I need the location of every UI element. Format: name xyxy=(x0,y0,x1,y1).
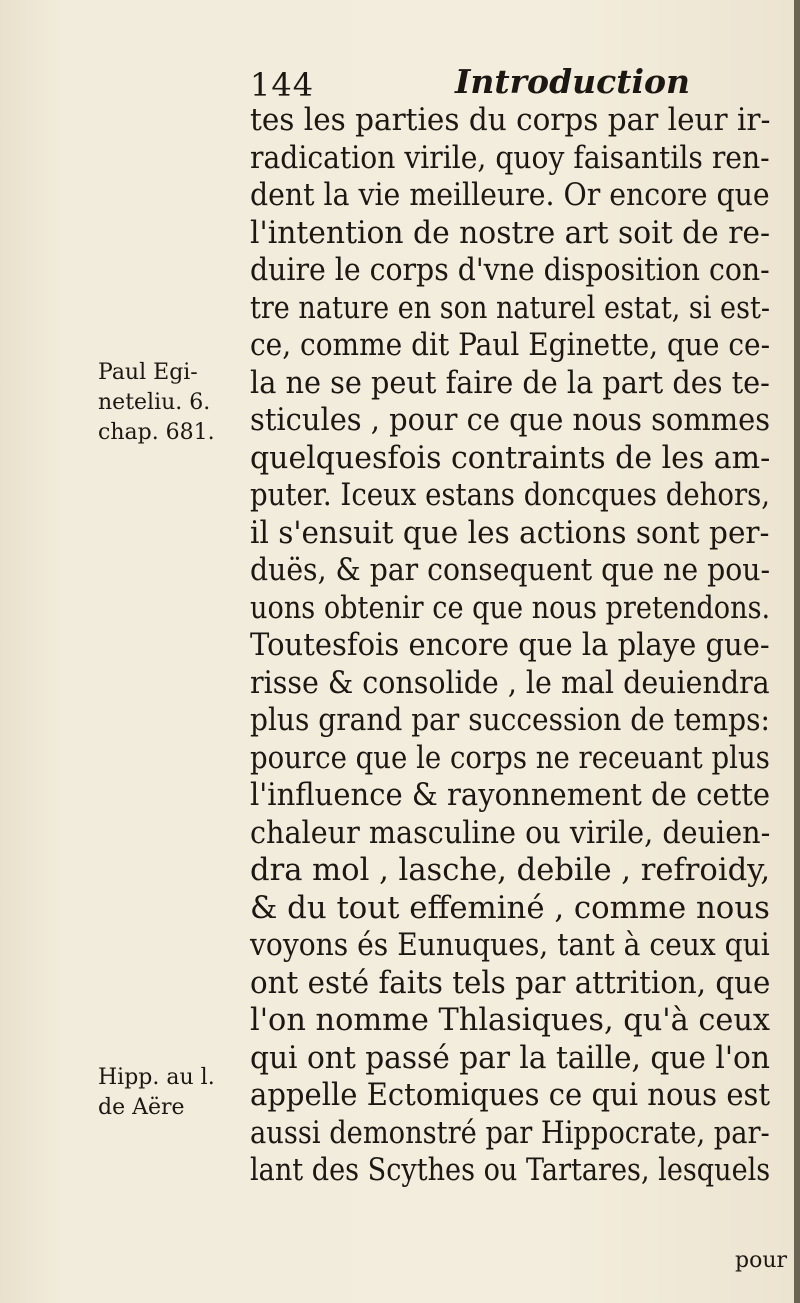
text-line: tes les parties du corps par leur ir- xyxy=(250,102,771,138)
text-line: dent la vie meilleure. Or encore que xyxy=(250,177,770,213)
text-line: tre nature en son naturel estat, si est- xyxy=(250,289,770,326)
text-line: pource que le corps ne receuant plus xyxy=(250,739,770,776)
text-line: voyons és Eunuques, tant à ceux qui xyxy=(250,927,770,963)
text-line: dra mol , lasche, debile , refroidy, xyxy=(250,852,771,888)
text-line: appelle Ectomiques ce qui nous est xyxy=(250,1077,771,1113)
text-line: radication virile, quoy faisantils ren- xyxy=(250,139,770,176)
text-line: & du tout effeminé , comme nous xyxy=(250,889,770,926)
running-title: Introduction xyxy=(455,62,691,101)
margin-note-line: neteliu. 6. xyxy=(98,390,211,415)
text-line: ont esté faits tels par attrition, que xyxy=(250,964,771,1001)
text-line: duire le corps d'vne disposition con- xyxy=(250,252,770,288)
text-line: puter. Iceux estans doncques dehors, xyxy=(250,477,771,513)
text-line: ce, comme dit Paul Eginette, que ce- xyxy=(250,327,771,363)
page-edge xyxy=(794,0,800,1303)
page-header xyxy=(250,58,770,108)
margin-note-paul xyxy=(98,358,248,448)
text-line: Toutesfois encore que la playe gue- xyxy=(250,627,770,663)
body-text xyxy=(250,102,775,1190)
text-line: lant des Scythes ou Tartares, lesquels xyxy=(250,1152,771,1188)
text-line: il s'ensuit que les actions sont per- xyxy=(250,514,770,551)
text-line: aussi demonstré par Hippocrate, par- xyxy=(250,1114,770,1151)
text-line: l'on nomme Thlasiques, qu'à ceux xyxy=(250,1002,770,1038)
text-line: l'influence & rayonnement de cette xyxy=(250,777,771,813)
text-line: qui ont passé par la taille, que l'on xyxy=(250,1039,770,1076)
text-line: uons obtenir ce que nous pretendons. xyxy=(250,589,771,626)
text-line: plus grand par succession de temps: xyxy=(250,702,770,738)
text-line: chaleur masculine ou virile, deuien- xyxy=(250,814,771,851)
margin-note-line: de Aëre xyxy=(98,1095,185,1120)
margin-note-line: Paul Egi- xyxy=(98,360,198,385)
text-line: l'intention de nostre art soit de re- xyxy=(250,214,771,251)
margin-note-line: chap. 681. xyxy=(98,420,215,445)
margin-note-line: Hipp. au l. xyxy=(98,1065,215,1090)
margin-note-hipp xyxy=(98,1063,248,1123)
text-line: risse & consolide , le mal deuiendra xyxy=(250,664,770,701)
page-number: 144 xyxy=(250,66,315,104)
text-line: la ne se peut faire de la part des te- xyxy=(250,364,770,401)
text-line: quelquesfois contraints de les am- xyxy=(250,439,771,476)
catchword: pour xyxy=(735,1248,788,1273)
text-line: duës, & par consequent que ne pou- xyxy=(250,552,771,588)
text-line: sticules , pour ce que nous sommes xyxy=(250,402,771,438)
